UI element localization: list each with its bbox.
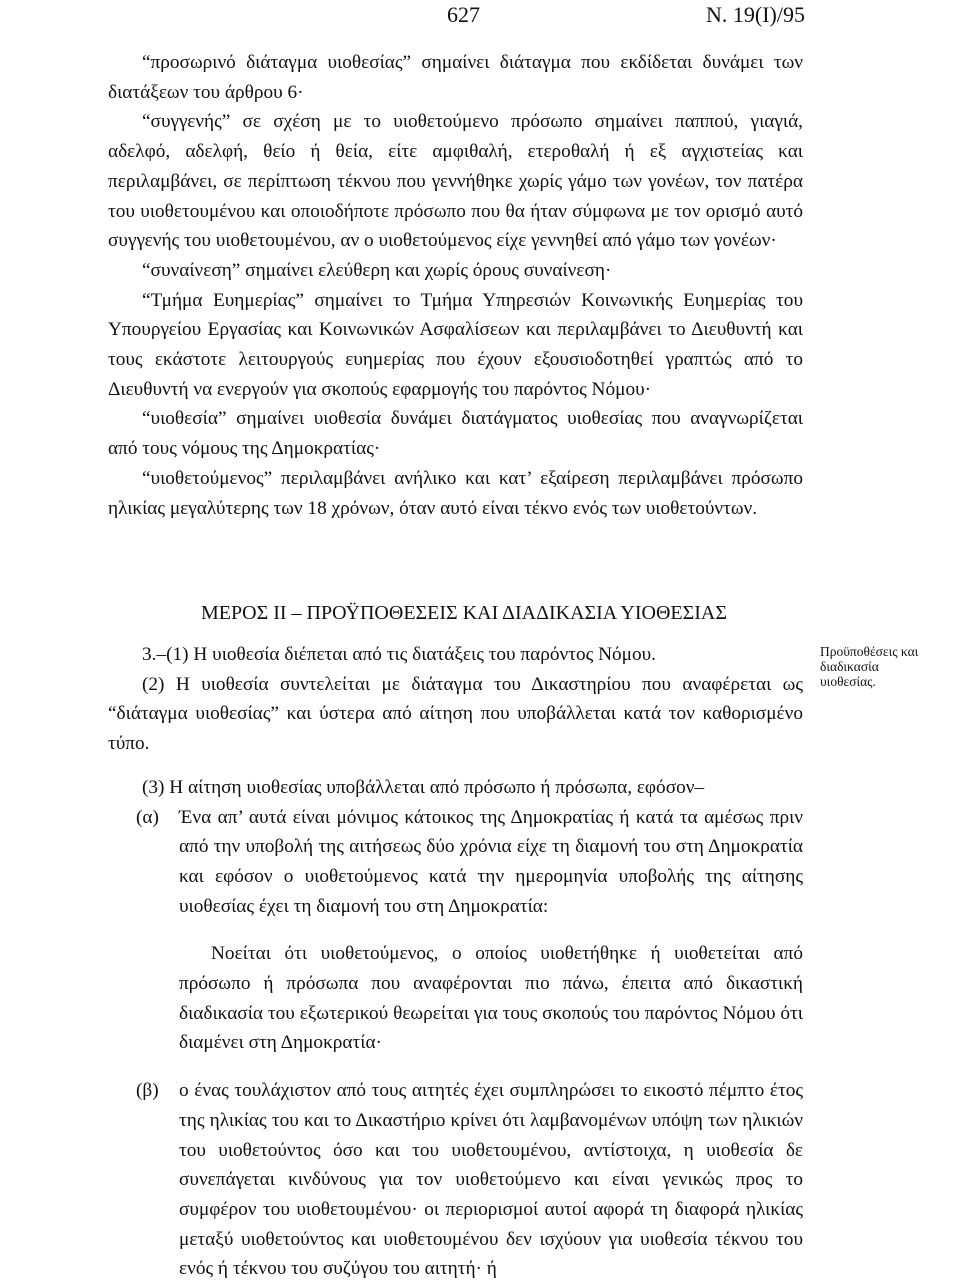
conditions-list [108, 803, 803, 1284]
subsection-1: 3.–(1) Η υιοθεσία διέπεται από τις διατάξεις του παρόντος Νόμου. [142, 644, 656, 665]
condition-label: (β) [136, 1080, 159, 1102]
proviso-text: Νοείται ότι υιοθετούμενος, ο οποίος υιοθετήθηκε ή υιοθετείται από πρόσωπο ή πρόσωπα που αναφέρονται πιο πάνω, έπειτα από δικαστική διαδικασία του εξωτερικού θεωρείται για τους σκοπούς του παρόντος Νόμου ότι διαμένει στη Δημοκρατία· [179, 943, 803, 1054]
condition-text: Ένα απ’ αυτά είναι μόνιμος κάτοικος της Δημοκρατίας ή κατά τα αμέσως πριν από την υποβολή της αιτήσεως δύο χρόνια είχε τη διαμονή του στη Δημοκρατία και εφόσον ο υιοθετούμενος κατά την ημερομηνία υποβολής της αίτησης υιοθεσίας έχει τη διαμονή του στη Δημοκρατία: [179, 806, 803, 917]
definition-adoptee: “υιοθετούμενος” περιλαμβάνει ανήλικο και κατ’ εξαίρεση περιλαμβάνει πρόσωπο ηλικίας μεγαλύτερης των 18 χρόνων, όταν αυτό είναι τέκνο ενός των υιοθετούντων. [108, 467, 803, 519]
margin-note: Προϋποθέσεις και διαδικασία υιοθεσίας. [820, 644, 919, 689]
definition-provisional-order: “προσωρινό διάταγμα υιοθεσίας” σημαίνει διάταγμα που εκδίδεται δυνάμει των διατάξεων του άρθρου 6· [108, 52, 803, 103]
condition-item-b [108, 1076, 803, 1284]
law-number: Ν. 19(Ι)/95 [706, 2, 805, 27]
condition-label: (α) [136, 806, 159, 828]
part-title: ΜΕΡΟΣ ΙΙ – ΠΡΟΫΠΟΘΕΣΕΙΣ ΚΑΙ ΔΙΑΔΙΚΑΣΙΑ ΥΙΟΘΕΣΙΑΣ [201, 602, 727, 624]
condition-text: ο ένας τουλάχιστον από τους αιτητές έχει συμπληρώσει το εικοστό πέμπτο έτος της ηλικίας του και το Δικαστήριο κρίνει ότι λαμβανομένων υπόψη των ηλικιών του υιοθετούντος όσο και του υιοθετουμένου, αντίστοιχα, η υιοθεσία δε συνεπάγεται κινδύνους για τον υιοθετούμενο και είναι γενικώς προς το συμφέρον του υιοθετουμένου· οι περιορισμοί αυτοί αφορά τη διαφορά ηλικίας μεταξύ υιοθετούντος και υιοθετουμένου δεν ισχύουν για υιοθεσία τέκνου του ενός ή τέκνου του συζύγου του αιτητή· ή [179, 1080, 803, 1280]
definition-adoption: “υιοθεσία” σημαίνει υιοθεσία δυνάμει διατάγματος υιοθεσίας που αναγνωρίζεται από τους νόμους της Δημοκρατίας· [108, 408, 803, 460]
definition-consent: “συναίνεση” σημαίνει ελεύθερη και χωρίς όρους συναίνεση· [142, 259, 612, 281]
section-3 [108, 640, 803, 1284]
definition-welfare-department: “Τμήμα Ευημερίας” σημαίνει το Τμήμα Υπηρεσιών Κοινωνικής Ευημερίας του Υπουργείου Εργασίας και Κοινωνικών Ασφαλίσεων και περιλαμβάνει το Διευθυντή και τους εκάστοτε λειτουργούς ευημερίας που έχουν εξουσιοδοτηθεί γραπτώς από το Διευθυντή να ενεργούν για σκοπούς εφαρμογής του παρόντος Νόμου· [108, 289, 803, 400]
subsection-3: (3) Η αίτηση υιοθεσίας υποβάλλεται από πρόσωπο ή πρόσωπα, εφόσον– [142, 776, 705, 798]
page-number: 627 [447, 2, 480, 27]
definition-relative: “συγγενής” σε σχέση με το υιοθετούμενο πρόσωπο σημαίνει παππού, γιαγιά, αδελφό, αδελφή, θείο ή θεία, είτε αμφιθαλή, ετεροθαλή ή εξ αγχιστείας και περιλαμβάνει, σε περίπτωση τέκνου που γεννήθηκε χωρίς γάμο των γονέων, τον πατέρα του υιοθετουμένου και οποιοδήποτε πρόσωπο που θα ήταν σύμφωνα με τον ορισμό αυτό συγγενής του υιοθετουμένου, αν ο υιοθετούμενος είχε γεννηθεί από γάμο των γονέων· [108, 111, 803, 252]
definitions-block [108, 48, 803, 523]
condition-item-a [108, 803, 803, 922]
subsection-2: (2) Η υιοθεσία συντελείται με διάταγμα του Δικαστηρίου που αναφέρεται ως “διάταγμα υιοθεσίας” και ύστερα από αίτηση που υποβάλλεται κατά τον καθορισμένο τύπο. [108, 673, 803, 755]
